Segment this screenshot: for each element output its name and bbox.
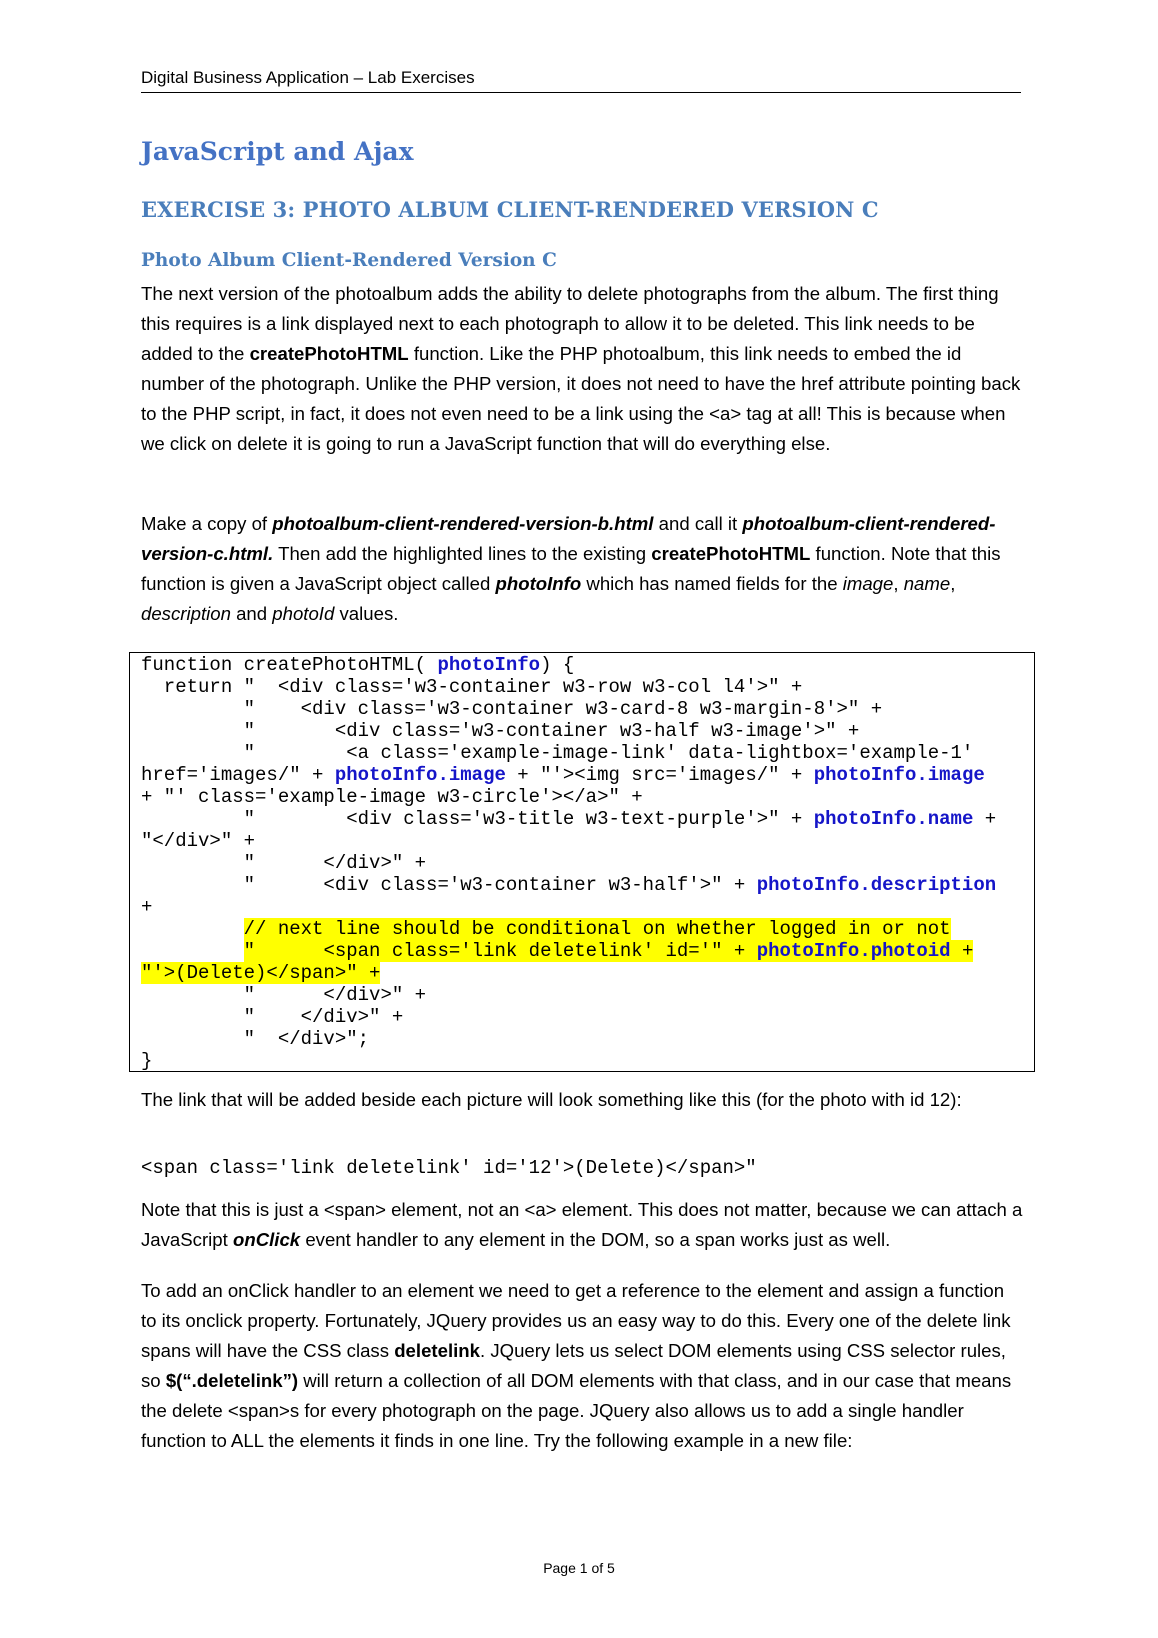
highlighted-line-cont: "'>(Delete)</span>" + (141, 962, 381, 984)
object-name: photoInfo (495, 573, 582, 594)
code-block: function createPhotoHTML( photoInfo) { return " <div class='w3-container w3-row w3-col l4'>" + " <div class='w3-container w3-card-8 w3-margin-8'>" + " <div class='w3-container w3-half w3-image'>" + " <a class='example-image-link' data-lightbox='example-1' href='images/" + photoInfo.image + "'><img src='images/" + photoInfo.image + "' class='example-image w3-circle'></a>" + " <div class='w3-title w3-text-purple'>" + photoInfo.name + "</div>" + " </div>" + " <div class='w3-container w3-half'>" + photoInfo.description + // next line should be conditional on whether logged in or not " <span class='link deletelink' id='" + photoInfo.photoid + "'>(Delete)</span>" + " </div>" + " </div>" + " </div>"; } (141, 654, 997, 1072)
handler-name: onClick (232, 1229, 301, 1250)
example-code-line: <span class='link deletelink' id='12'>(Delete)</span>" (141, 1157, 757, 1179)
function-name: createPhotoHTML (249, 343, 409, 364)
page-number: Page 1 of 5 (543, 1560, 615, 1576)
selector-code: $(“.deletelink”) (165, 1370, 299, 1391)
jquery-paragraph: To add an onClick handler to an element we need to get a reference to the element and assign a function to its onclick property. Fortunately, JQuery provides us an easy way to do this. Every one of the delete link spans will have the CSS class deletelink. JQuery lets us select DOM elements using CSS selector rules, so $(“.deletelink”) will return a collection of all DOM elements with that class, and in our case that means the delete <span>s for every photograph on the page. JQuery also allows us to add a single handler function to ALL the elements it finds in one line. Try the following example in a new file: (141, 1280, 1012, 1451)
exercise-heading: EXERCISE 3: PHOTO ALBUM CLIENT-RENDERED VERSION C (141, 197, 879, 222)
source-filename: photoalbum-client-rendered-version-b.html (272, 513, 654, 534)
function-name: createPhotoHTML (651, 543, 811, 564)
page-title: JavaScript and Ajax (141, 137, 414, 166)
section-heading: Photo Album Client-Rendered Version C (141, 250, 557, 271)
highlighted-line: " <span class='link deletelink' id='" + photoInfo.photoid + (243, 940, 974, 962)
target-filename: photoalbum-client-rendered-version-c.html. (141, 513, 996, 564)
class-name: deletelink (394, 1340, 480, 1361)
highlighted-comment: // next line should be conditional on whether logged in or not (243, 918, 951, 940)
page-header (141, 68, 1021, 93)
intro-paragraph: The next version of the photoalbum adds the ability to delete photographs from the album. The first thing this requires is a link displayed next to each photograph to allow it to be deleted. This link needs to be added to the createPhotoHTML function. Like the PHP photoalbum, this link needs to embed the id number of the photograph. Unlike the PHP version, it does not need to have the href attribute pointing back to the PHP script, in fact, it does not even need to be a link using the <a> tag at all! This is because when we click on delete it is going to run a JavaScript function that will do everything else. (141, 283, 1021, 454)
link-example-paragraph: The link that will be added beside each picture will look something like this (for the photo with id 12): (141, 1089, 962, 1110)
header-text: Digital Business Application – Lab Exercises (141, 68, 475, 87)
instructions-paragraph: Make a copy of photoalbum-client-rendered-version-b.html and call it photoalbum-client-rendered-version-c.html. Then add the highlighted lines to the existing createPhotoHTML function. Note that this function is given a JavaScript object called photoInfo which has named fields for the image, name, description and photoId values. (141, 513, 1001, 624)
span-note-paragraph: Note that this is just a <span> element, not an <a> element. This does not matter, because we can attach a JavaScript onClick event handler to any element in the DOM, so a span works just as well. (141, 1199, 1023, 1250)
